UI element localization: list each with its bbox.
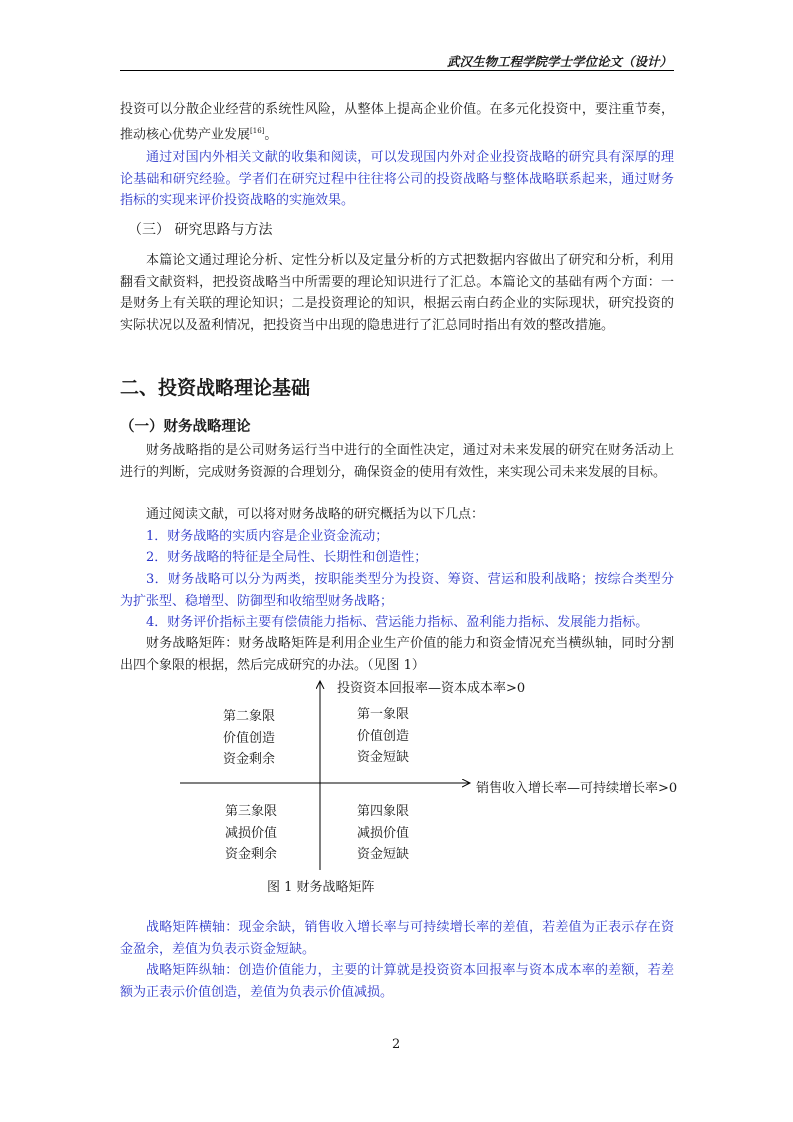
literature-summary-intro: 通过阅读文献，可以将对财务战略的研究概括为以下几点： — [146, 507, 485, 522]
x-axis-label: 销售收入增长率—可持续增长率>0 — [476, 781, 678, 796]
quadrant-4-value: 减损价值 — [357, 825, 410, 841]
quadrant-2 — [223, 706, 275, 771]
quadrant-3-value: 减损价值 — [225, 825, 278, 841]
horizontal-axis-explanation: 战略矩阵横轴：现金余缺，销售收入增长率与可持续增长率的差值，若差值为正表示存在资金盈余，差值为负表示资金短缺。 — [120, 920, 674, 957]
quadrant-3 — [225, 801, 277, 866]
citation-ref: [16] — [250, 126, 265, 135]
y-axis-label: 投资资本回报率—资本成本率>0 — [337, 681, 526, 696]
quadrant-1-cash: 资金短缺 — [357, 750, 410, 765]
quadrant-3-title: 第三象限 — [225, 804, 278, 819]
quadrant-2-cash: 资金剩余 — [223, 752, 276, 767]
financial-strategy-definition: 财务战略指的是公司财务运行当中进行的全面性决定，通过对未来发展的研究在财务活动上进行的判断，完成财务资源的合理划分，确保资金的使用有效性，来实现公司未来发展的目标。 — [120, 443, 674, 480]
quadrant-1-value: 价值创造 — [357, 728, 410, 744]
intro-paragraph-1-end: 。 — [264, 126, 278, 142]
quadrant-4-title: 第四象限 — [357, 804, 410, 819]
quadrant-4-cash: 资金短缺 — [357, 847, 410, 862]
list-item-4: 4．财务评价指标主要有偿债能力指标、营运能力指标、盈利能力指标、发展能力指标。 — [146, 615, 649, 630]
quadrant-1-title: 第一象限 — [357, 707, 410, 722]
quadrant-2-value: 价值创造 — [223, 730, 276, 746]
subsection-1-heading: （一）财务战略理论 — [120, 419, 251, 435]
list-item-2: 2．财务战略的特征是全局性、长期性和创造性； — [146, 550, 428, 565]
vertical-axis-explanation: 战略矩阵纵轴：创造价值能力，主要的计算就是投资资本回报率与资本成本率的差额，若差额为正表示价值创造，差值为负表示价值减损。 — [120, 963, 674, 1000]
chapter-2-heading: 二、投资战略理论基础 — [120, 377, 311, 399]
quadrant-1 — [357, 704, 409, 769]
section-3-heading: （三） 研究思路与方法 — [128, 222, 273, 238]
figure-caption: 图 1 财务战略矩阵 — [267, 880, 375, 895]
running-header: 武汉生物工程学院学士学位论文（设计） — [446, 54, 672, 69]
quadrant-2-title: 第二象限 — [223, 709, 276, 724]
intro-paragraph-1-text: 投资可以分散企业经营的系统性风险，从整体上提高企业价值。在多元化投资中，要注重节奏，推动核心优势产业发展 — [120, 102, 674, 142]
section-3-paragraph: 本篇论文通过理论分析、定性分析以及定量分析的方式把数据内容做出了研究和分析，利用翻看文献资料，把投资战略当中所需要的理论知识进行了汇总。本篇论文的基础有两个方面：一是财务上有关联的理论知识；二是投资理论的知识，根据云南白药企业的实际现状，研究投资的实际状况以及盈利情况，把投资当中出现的隐患进行了汇总同时指出有效的整改措施。 — [120, 253, 674, 333]
list-item-3: 3．财务战略可以分为两类，按职能类型分为投资、筹资、营运和股利战略；按综合类型分为扩张型、稳增型、防御型和收缩型财务战略； — [120, 572, 674, 609]
strategy-matrix-description: 财务战略矩阵：财务战略矩阵是利用企业生产价值的能力和资金情况充当横纵轴，同时分割出四个象限的根据，然后完成研究的办法。（见图 1） — [120, 636, 674, 673]
quadrant-3-cash: 资金剩余 — [225, 847, 278, 862]
list-item-1: 1．财务战略的实质内容是企业资金流动； — [146, 529, 389, 544]
quadrant-4 — [357, 801, 409, 866]
intro-paragraph-2: 通过对国内外相关文献的收集和阅读，可以发现国内外对企业投资战略的研究具有深厚的理论基础和研究经验。学者们在研究过程中往往将公司的投资战略与整体战略联系起来，通过财务指标的实现来评价投资战略的实施效果。 — [120, 150, 674, 208]
page-number: 2 — [392, 1037, 401, 1052]
